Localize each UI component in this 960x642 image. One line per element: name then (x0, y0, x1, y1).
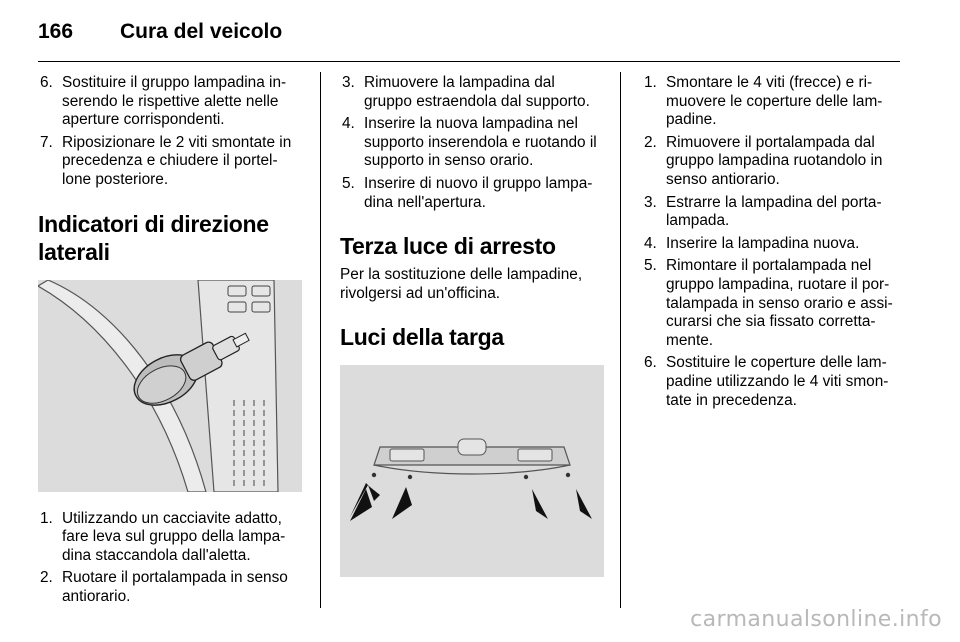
section-heading-third-brake-light: Terza luce di arresto (340, 233, 556, 260)
step-text: Rimontare il portalampada nel gruppo lampadina, ruotare il por-talampada in senso orario e assi-curarsi che sia fissato corretta-mente. (666, 257, 893, 349)
step-list-side-indicators (38, 510, 304, 607)
step-text: Inserire la nuova lampadina nel supporto inserendola e ruotando il supporto in senso orario. (364, 115, 597, 170)
step-number: 1. (40, 509, 53, 527)
step-list-rear-lamp-end (38, 74, 304, 190)
list-item (642, 257, 904, 350)
list-item (642, 194, 904, 231)
step-text: Rimuovere il portalampada dal gruppo lampadina ruotandolo in senso antiorario. (666, 133, 883, 188)
side-indicator-illustration (38, 280, 302, 492)
section-heading-side-indicators: Indicatori di direzione laterali (38, 210, 269, 265)
license-plate-drawing (340, 365, 604, 577)
list-item (340, 115, 604, 171)
step-number: 1. (644, 74, 657, 91)
list-item (38, 134, 304, 190)
step-text: Sostituire il gruppo lampadina in-serendo le rispettive alette nelle aperture corrispondenti. (62, 74, 287, 129)
step-text: Estrarre la lampadina del porta-lampada. (666, 193, 882, 230)
list-item (642, 235, 904, 254)
step-number: 4. (644, 234, 657, 252)
step-number: 3. (644, 193, 657, 211)
step-text: Sostituire le coperture delle lam-padine utilizzando le 4 viti smon-tate in precedenza. (666, 354, 889, 409)
page-title: Cura del veicolo (120, 20, 283, 43)
list-item (642, 354, 904, 410)
page-number: 166 (38, 20, 74, 43)
list-item (340, 74, 604, 111)
step-number: 7. (40, 133, 53, 151)
step-number: 2. (644, 133, 657, 151)
list-item (340, 175, 604, 212)
step-number: 6. (644, 354, 657, 372)
step-text: Utilizzando un cacciavite adatto, fare leva sul gruppo della lampa-dina staccandola dall'aletta. (62, 509, 286, 564)
list-item (642, 74, 904, 130)
list-item (642, 134, 904, 190)
step-number: 2. (40, 569, 53, 587)
section-heading-license-plate-lights: Luci della targa (340, 324, 504, 351)
column-divider-2 (620, 72, 621, 608)
column-2 (340, 74, 604, 595)
column-1 (38, 74, 304, 611)
footer-watermark: carmanualsonline.info (690, 607, 942, 632)
header-rule (38, 61, 900, 62)
step-number: 5. (644, 257, 657, 275)
step-text: Inserire di nuovo il gruppo lampa-dina nell'apertura. (364, 174, 593, 211)
step-number: 4. (342, 115, 355, 133)
list-item (38, 510, 304, 566)
third-brake-light-paragraph: Per la sostituzione delle lampadine, rivolgersi ad un'officina. (340, 266, 583, 302)
step-text: Smontare le 4 viti (frecce) e ri-muovere le coperture delle lam-padine. (666, 74, 883, 129)
step-number: 6. (40, 74, 53, 91)
list-item (38, 74, 304, 130)
column-divider-1 (320, 72, 321, 608)
step-text: Rimuovere la lampadina dal gruppo estraendola dal supporto. (364, 74, 590, 110)
list-item (38, 569, 304, 606)
side-indicator-drawing (38, 280, 302, 492)
step-number: 5. (342, 174, 355, 192)
step-text: Inserire la lampadina nuova. (666, 234, 860, 252)
step-text: Ruotare il portalampada in senso antiorario. (62, 569, 288, 605)
step-number: 3. (342, 74, 355, 91)
step-list-side-indicators-cont (340, 74, 604, 212)
step-text: Riposizionare le 2 viti smontate in precedenza e chiudere il portel-lone posteriore. (62, 133, 292, 188)
license-plate-lights-illustration (340, 365, 604, 577)
step-list-license-plate-lights (642, 74, 904, 410)
column-3 (642, 74, 904, 414)
